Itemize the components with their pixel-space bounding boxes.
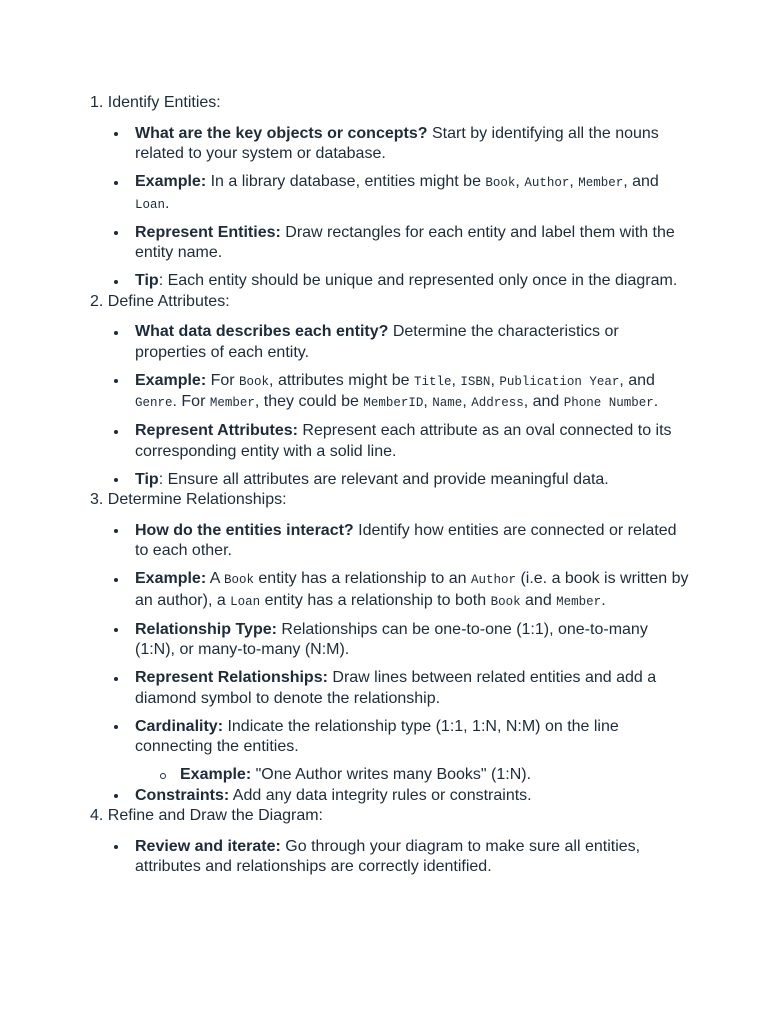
section-title: 4. Refine and Draw the Diagram: [90,807,323,824]
section-refine-diagram [90,806,690,878]
section-title: 2. Define Attributes: [90,292,230,310]
code-term: Author [524,176,570,190]
item-text: . [653,393,659,410]
item-heading: Represent Attributes: [135,422,298,439]
item-heading: Cardinality: [135,717,224,735]
section-define-attributes [90,292,690,491]
item-heading: What are the key objects or concepts? [135,124,428,142]
code-term: Publication Year [499,374,620,389]
item-text: , and [523,393,564,410]
code-term: Loan [230,594,261,609]
item-text: A [206,570,224,587]
item-text: and [520,591,557,609]
code-term: Title [414,374,452,389]
document-content [90,93,690,878]
code-term: Author [470,573,516,587]
sub-bullet-list [135,765,690,786]
code-term: Loan [135,197,166,212]
list-item [135,172,690,215]
item-text: : Ensure all attributes are relevant and provide meaningful data. [158,470,609,488]
item-text: "One Author writes many Books" (1:N). [251,766,532,783]
code-term: Member [209,396,255,410]
item-heading: Example: [135,570,207,587]
item-text: Relationships can be one-to-one (1:1), one-to-many (1:N), or many-to-many (N:M). [135,620,648,658]
section-determine-relationships [90,490,690,806]
bullet-list [90,322,690,490]
bullet-list [90,124,690,292]
section-title: 1. Identify Entities: [90,94,221,111]
list-item [135,521,690,562]
item-text: In a library database, entities might be [206,173,486,190]
item-text: Determine the characteristics or properties of each entity. [135,323,619,361]
code-term: Genre [135,396,173,410]
item-text: Identify how entities are connected or related to each other. [135,521,677,559]
item-text: (i.e. a book is written by an author), a [135,570,689,609]
item-text: , [462,393,472,410]
item-heading: Relationship Type: [135,620,277,638]
list-item [135,717,690,786]
item-text: Represent each attribute as an oval connected to its corresponding entity with a solid line. [135,422,672,460]
item-text: , [515,173,525,190]
bullet-list [90,837,690,878]
code-term: Address [471,396,524,410]
item-text: Go through your diagram to make sure all entities, attributes and relationships are correctly identified. [135,837,641,875]
item-text: , [451,371,461,389]
code-term: ISBN [460,374,491,389]
item-text: Add any data integrity rules or constraints. [229,786,532,804]
list-item [135,271,690,292]
section-identify-entities [90,93,690,292]
item-text: , attributes might be [269,371,415,389]
item-text: , and [623,173,659,190]
item-heading: Example: [180,766,252,783]
item-text: , and [619,371,655,389]
list-item [135,569,690,612]
list-item [135,322,690,363]
list-item [135,371,690,414]
item-heading: Example: [135,173,207,190]
list-item [135,620,690,661]
list-item [135,668,690,709]
section-title: 3. Determine Relationships: [90,491,287,508]
item-heading: Represent Entities: [135,223,281,241]
code-term: Phone Number [563,396,654,410]
item-text: Draw rectangles for each entity and label them with the entity name. [135,223,675,261]
item-text: Start by identifying all the nouns related to your system or database. [135,124,659,162]
item-heading: How do the entities interact? [135,521,354,539]
item-heading: Example: [135,371,207,389]
list-item [135,223,690,264]
list-item [135,470,690,491]
code-term: Book [490,594,521,609]
code-term: Book [223,573,254,587]
item-heading: What data describes each entity? [135,323,389,340]
item-heading: Tip [135,470,159,488]
item-text: entity has a relationship to both [260,591,491,609]
item-heading: Represent Relationships: [135,669,328,686]
code-term: MemberID [363,396,424,410]
item-heading: Tip [135,272,159,289]
item-text: . [165,194,170,212]
list-item [135,421,690,462]
item-heading: Constraints: [135,786,230,804]
item-text: , [569,173,579,190]
list-item [135,786,690,807]
code-term: Name [432,396,463,410]
code-term: Member [556,594,602,609]
item-text: For [206,371,240,389]
item-text: Indicate the relationship type (1:1, 1:N, N:M) on the line connecting the entities. [135,717,619,755]
list-item [135,837,690,878]
code-term: Book [485,176,516,190]
list-item [135,124,690,165]
item-heading: Review and iterate: [135,837,281,855]
code-term: Book [239,374,270,389]
item-text: . [601,591,606,609]
item-text: . For [172,393,210,410]
item-text: , [423,393,433,410]
sub-list-item [180,765,690,786]
item-text: : Each entity should be unique and represented only once in the diagram. [158,272,678,289]
item-text: entity has a relationship to an [253,570,471,587]
code-term: Member [578,176,624,190]
bullet-list [90,521,690,807]
item-text: Draw lines between related entities and add a diamond symbol to denote the relationship. [135,669,657,707]
item-text: , they could be [254,393,364,410]
item-text: , [490,371,500,389]
